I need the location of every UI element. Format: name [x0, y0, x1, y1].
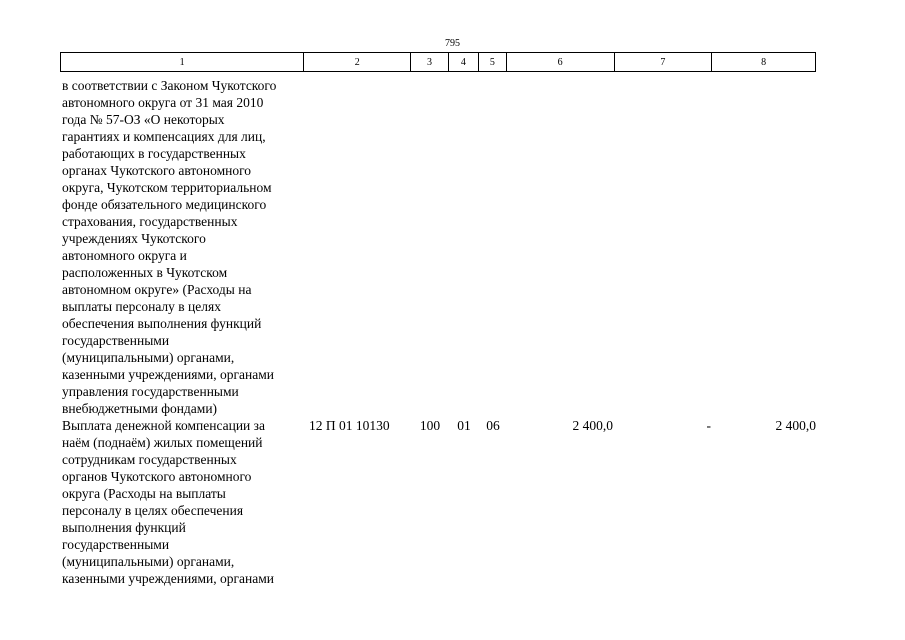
row-col8	[713, 77, 816, 417]
row-col6	[507, 77, 615, 417]
row-col8: 2 400,0	[775, 418, 816, 433]
row-col7	[615, 77, 713, 417]
row-description: в соответствии с Законом Чукотского автономного округа от 31 мая 2010 года № 57-ОЗ «О некоторых гарантиях и компенсациях для лиц, работающих в государственных органах Чукотского автономного округа, Чукотском территориальном фонде обязательного медицинского страхования, государственных учреждениях Чукотского автономного округа и расположенных в Чукотском автономном округе» (Расходы на выплаты персоналу в целях обеспечения выполнения функций государственными (муниципальными) органами, казенными учреждениями, органами управления государственными внебюджетными фондами)	[62, 78, 277, 416]
row-pr: 06	[486, 418, 500, 433]
header-col-6: 6	[507, 53, 615, 71]
table-header-row	[60, 52, 816, 72]
header-col-2: 2	[304, 53, 411, 71]
header-col-8: 8	[761, 56, 767, 68]
row-rz: 01	[457, 418, 471, 433]
row-pr	[479, 77, 507, 417]
header-col-3: 3	[411, 53, 449, 71]
table-row	[60, 417, 816, 587]
row-description: Выплата денежной компенсации за наём (поднаём) жилых помещений сотрудникам государственных органов Чукотского автономного округа (Расходы на выплаты персоналу в целях обеспечения выполнения функций государственными (муниципальными) органами, казенными учреждениями, органами	[62, 418, 274, 586]
table-row	[60, 77, 816, 417]
row-col6: 2 400,0	[572, 418, 613, 433]
row-code	[304, 77, 411, 417]
row-col7: -	[706, 418, 711, 433]
header-col-7: 7	[615, 53, 713, 71]
header-col-5: 5	[479, 53, 507, 71]
table-body	[60, 77, 816, 587]
row-vr	[411, 77, 449, 417]
row-rz	[449, 77, 479, 417]
header-col-1: 1	[61, 53, 304, 71]
row-code: 12 П 01 10130	[309, 418, 390, 433]
page-number: 795	[445, 38, 460, 49]
row-vr: 100	[419, 418, 441, 433]
header-col-4: 4	[449, 53, 479, 71]
